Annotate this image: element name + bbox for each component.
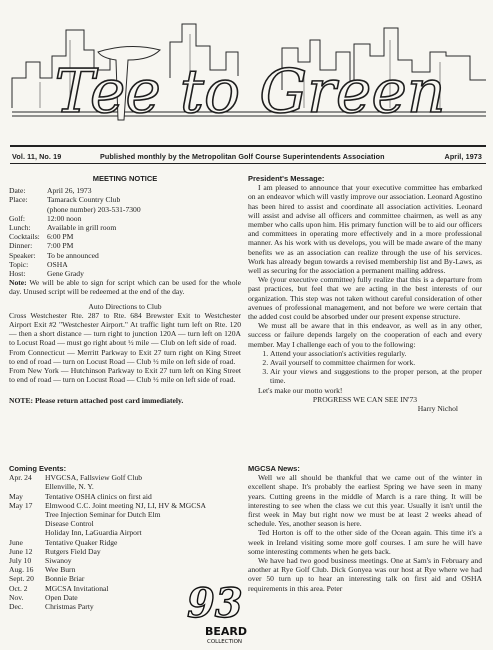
meeting-row-label: Dinner: <box>9 241 33 251</box>
event-name: Tentative Quaker Ridge <box>45 537 118 547</box>
meeting-row-label: Lunch: <box>9 223 31 233</box>
mgcsa-paragraph: Ted Horton is off to the other side of the Ocean again. This time it's a week in Ireland visiting some more golf courses. I am sure he will have some interesting comments when he gets back. <box>248 528 482 556</box>
event-date: Sept. 20 <box>9 574 34 584</box>
event-date: May <box>9 491 23 501</box>
meeting-row-label: Place: <box>9 195 28 205</box>
president-closing: Let's make our motto work! <box>258 385 343 395</box>
issue-date: April, 1973 <box>444 152 482 161</box>
event-name: Elmwood C.C. Joint meeting NJ, LI, HV & MGCSA <box>45 500 207 510</box>
meeting-row <box>9 269 241 278</box>
president-list-item: 3. Air your views and suggestions to the proper person, at the proper time. <box>270 367 482 385</box>
direction-paragraph: Cross Westchester Rte. 287 to Rte. 684 Brewster Exit to Westchester Airport Exit #2 "Westchester Airport." At traffic light turn left on Rte. 120 — then a short distance — turn right to junction 120A — turn left on 120A to Locust Road — must go right about ½ mile — Club on left side of road. <box>9 310 241 348</box>
event-date: June 12 <box>9 546 33 556</box>
header-rule <box>10 145 486 147</box>
postcard-note: NOTE: Please return attached post card immediately. <box>9 396 184 406</box>
event-row <box>9 547 241 556</box>
meeting-row <box>9 241 241 250</box>
event-row <box>9 473 241 482</box>
meeting-row-value: 12:00 noon <box>47 213 82 223</box>
president-signature: Harry Nichol <box>417 404 458 414</box>
meeting-row-value: To be announced <box>47 250 99 260</box>
meeting-details <box>9 186 241 278</box>
header-rule-lower <box>10 163 486 164</box>
president-paragraph: We must all be aware that in this endeavor, as well as in any other, success or failure depends largely on the cooperation of each and every member. May I challenge each of you to the following: <box>248 321 482 349</box>
presidents-message <box>248 174 482 413</box>
directions-heading: Auto Directions to Club <box>88 301 162 311</box>
event-name: Siwanoy <box>45 556 72 566</box>
event-row <box>9 492 241 501</box>
meeting-row-value: (phone number) 203-531-7300 <box>47 204 141 214</box>
event-row <box>9 528 241 537</box>
president-paragraph: We (your executive committee) fully realize that this is a departure from past practices, but feel that we are acting in the best interests of our organization. This step was not taken without careful consideration of other avenues of professional management, and not before we were certain that the added cost could be absorbed under our present expense structure. <box>248 275 482 322</box>
president-list-item: 2. Avail yourself to committee chairmen for work. <box>270 358 482 367</box>
event-date: Oct. 2 <box>9 583 28 593</box>
meeting-row-label: Cocktails: <box>9 232 40 242</box>
event-name: Tree Injection Seminar for Dutch Elm <box>45 510 161 520</box>
meeting-row-label <box>9 205 47 214</box>
meeting-row-label: Golf: <box>9 213 26 223</box>
president-heading: President's Message: <box>248 174 325 183</box>
event-name: HVGCSA, Fallsview Golf Club <box>45 473 143 483</box>
event-date: Apr. 24 <box>9 473 32 483</box>
direction-paragraph: From Connecticut — Merritt Parkway to Exit 27 turn right on King Street to end of road — turn on Locust Road — Club ½ mile on left side of road. <box>9 347 241 366</box>
meeting-heading: MEETING NOTICE <box>92 174 158 183</box>
event-name: MGCSA Invitational <box>45 583 109 593</box>
events-heading: Coming Events: <box>9 464 67 473</box>
president-list <box>248 349 482 386</box>
meeting-row <box>9 260 241 269</box>
event-row <box>9 519 241 528</box>
direction-paragraph: From New York — Hutchinson Parkway to Exit 27 turn left on King Street to end of road — turn on Locust Road — Club ½ mile on left side of road. <box>9 366 241 385</box>
meeting-row <box>9 214 241 223</box>
event-date <box>9 482 45 491</box>
issue-volume: Vol. 11, No. 19 <box>12 152 62 161</box>
event-row <box>9 538 241 547</box>
mgcsa-paragraphs <box>248 473 482 593</box>
directions <box>9 311 241 385</box>
event-date: Nov. <box>9 592 24 602</box>
logo-text-beard: BEARD <box>205 625 247 638</box>
note-text: We will be able to sign for script which can be used for the whole day. Unused script will be redeemed at the end of the day. <box>9 278 241 297</box>
event-name: Rutgers Field Day <box>45 546 101 556</box>
president-paragraph: I am pleased to announce that your executive committee has embarked on an endeavor which will vastly improve our association. Leonard Agostino has been hired to assist and coordinate all association activities. Leonard will assist and advise all officers and committee chairmen, as well as any member who calls upon him. His primary function will be to aid our officers and committees in operating more effectively and in a more professional manner. As his work with us develops, you will be made aware of the many benefits we as an association can realize through the use of his services. Work has already begun towards a revised membership list and By-Laws, as well as securing for the association a permanent mailing address. <box>248 183 482 276</box>
event-date: June <box>9 537 23 547</box>
event-name: Disease Control <box>45 519 94 529</box>
event-date: May 17 <box>9 500 33 510</box>
meeting-row-value: Gene Grady <box>47 269 84 279</box>
event-row <box>9 510 241 519</box>
meeting-row <box>9 223 241 232</box>
mgcsa-news <box>248 464 482 593</box>
event-name: Bonnie Briar <box>45 574 85 584</box>
event-name: Wee Burn <box>45 565 76 575</box>
event-name: Ellenville, N. Y. <box>45 482 94 492</box>
meeting-row <box>9 195 241 204</box>
masthead-title: Tee to Green <box>54 57 446 127</box>
mgcsa-paragraph: We have had two good business meetings. One at Sam's in February and another at Rye Golf Club. Dick Gonyea was our host at Rye where we had over 50 turn up to hear an interesting talk on first aid and OSHA requirements in this area. Peter <box>248 556 482 593</box>
masthead-illustration <box>0 0 493 150</box>
event-date: July 10 <box>9 556 32 566</box>
meeting-row-value: 6:00 PM <box>47 232 74 242</box>
mgcsa-heading: MGCSA News: <box>248 464 300 473</box>
meeting-row-label: Speaker: <box>9 250 36 260</box>
meeting-row <box>9 251 241 260</box>
meeting-row-value: April 26, 1973 <box>47 186 92 196</box>
event-name: Open Date <box>45 592 78 602</box>
event-name: Tentative OSHA clinics on first aid <box>45 491 152 501</box>
meeting-row-label: Date: <box>9 186 26 196</box>
meeting-row <box>9 232 241 241</box>
president-paragraphs <box>248 183 482 349</box>
event-date: Dec. <box>9 602 24 612</box>
event-row <box>9 501 241 510</box>
meeting-row <box>9 205 241 214</box>
note-label: Note: <box>9 278 27 288</box>
event-row <box>9 482 241 491</box>
event-row <box>9 556 241 565</box>
event-name: Holiday Inn, LaGuardia Airport <box>45 528 142 538</box>
meeting-row-label: Topic: <box>9 259 29 269</box>
meeting-row-value: Available in grill room <box>47 223 117 233</box>
president-motto: PROGRESS WE CAN SEE IN'73 <box>312 394 418 404</box>
event-name: Christmas Party <box>45 602 94 612</box>
beard-collection-logo <box>185 575 247 650</box>
meeting-row-label: Host: <box>9 269 26 279</box>
event-date: Aug. 16 <box>9 565 34 575</box>
meeting-row-value: Tamarack Country Club <box>47 195 121 205</box>
event-date <box>9 528 45 537</box>
president-list-item: 1. Attend your association's activities regularly. <box>270 349 482 358</box>
meeting-row-value: 7:00 PM <box>47 241 74 251</box>
logo-numerals: 93 <box>187 580 243 627</box>
meeting-row <box>9 186 241 195</box>
event-date <box>9 510 45 519</box>
event-row <box>9 565 241 574</box>
issue-bar <box>12 150 482 162</box>
logo-text-collection: COLLECTION <box>207 639 243 645</box>
event-date <box>9 519 45 528</box>
issue-publisher: Published monthly by the Metropolitan Golf Course Superintendents Association <box>100 152 385 161</box>
mgcsa-paragraph: Well we all should be thankful that we came out of the winter in excellent shape. It's probably the earliest Spring we have seen in many years. Cutting greens in the middle of March is a rare thing. It will be interesting to see when the class we cut this year. Usually it isn't until the first week in May but right now we must be at least 2 weeks ahead of schedule. Yes, another season is here. <box>248 473 482 529</box>
meeting-row-value: OSHA <box>47 259 68 269</box>
meeting-notice <box>9 174 241 406</box>
